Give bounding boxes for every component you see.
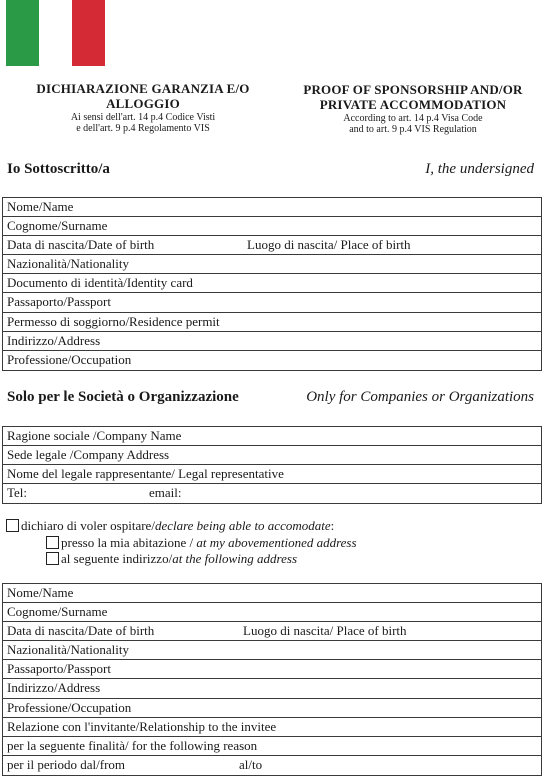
accommodate-checkbox[interactable] xyxy=(6,519,19,532)
sponsor-address-field[interactable]: Indirizzo/Address xyxy=(3,332,541,351)
my-address-label-en: at my abovementioned address xyxy=(196,535,357,550)
company-name-field[interactable]: Ragione sociale /Company Name xyxy=(3,427,541,446)
header-english xyxy=(283,83,543,136)
section-undersigned-label-it: Io Sottoscritto/a xyxy=(7,161,110,177)
sponsor-dob-label: Data di nascita/Date of birth xyxy=(7,237,155,253)
section-companies-label-en: Only for Companies or Organizations xyxy=(306,389,534,405)
my-address-checkbox[interactable] xyxy=(46,536,59,549)
accommodate-label-colon: : xyxy=(330,518,335,533)
guest-period-to-label: al/to xyxy=(239,756,263,772)
section-undersigned xyxy=(7,161,540,181)
flag-green-stripe xyxy=(6,0,39,66)
guest-occupation-field[interactable]: Professione/Occupation xyxy=(3,699,541,718)
header-en-title-2: PRIVATE ACCOMMODATION xyxy=(319,96,507,112)
company-email-label: email: xyxy=(149,485,182,501)
guest-reason-field[interactable]: per la seguente finalità/ for the following reason xyxy=(3,737,541,756)
guest-address-field[interactable]: Indirizzo/Address xyxy=(3,679,541,698)
header-en-title-1: PROOF OF SPONSORSHIP AND/OR xyxy=(303,82,523,97)
header-italian xyxy=(8,82,278,135)
sponsor-dob-row[interactable] xyxy=(3,236,541,255)
sponsor-occupation-field[interactable]: Professione/Occupation xyxy=(7,351,132,367)
guest-passport-field[interactable]: Passaporto/Passport xyxy=(3,660,541,679)
sponsor-nationality-field[interactable]: Nazionalità/Nationality xyxy=(3,255,541,274)
header-it-sub-2: e dell'art. 9 p.4 Regolamento VIS xyxy=(76,123,210,135)
sponsor-passport-field[interactable]: Passaporto/Passport xyxy=(3,293,541,312)
guest-period-from-label: per il periodo dal/from xyxy=(7,756,126,772)
accommodate-label-en: declare being able to accomodate xyxy=(154,518,331,533)
guest-dob-label: Data di nascita/Date of birth xyxy=(7,623,155,639)
header-en-sub-2: and to art. 9 p.4 VIS Regulation xyxy=(349,124,477,136)
guest-nationality-field[interactable]: Nazionalità/Nationality xyxy=(3,641,541,660)
header-it-title-1: DICHIARAZIONE GARANZIA E/O xyxy=(36,81,250,96)
accommodate-label-it: dichiaro di voler ospitare/ xyxy=(21,518,155,533)
following-address-label-it: al seguente indirizzo/ xyxy=(61,551,173,566)
following-address-checkbox[interactable] xyxy=(46,552,59,565)
guest-table xyxy=(2,583,542,776)
following-address-option xyxy=(46,551,297,567)
section-companies-label-it: Solo per le Società o Organizzazione xyxy=(7,389,239,405)
guest-relationship-field[interactable]: Relazione con l'invitante/Relationship to the invitee xyxy=(3,718,541,737)
sponsor-surname-field[interactable]: Cognome/Surname xyxy=(3,217,541,236)
header-en-sub-1: According to art. 14 p.4 Visa Code xyxy=(343,112,483,124)
header-it-sub-1: Ai sensi dell'art. 14 p.4 Codice Visti xyxy=(70,111,216,123)
my-address-label-it: presso la mia abitazione / xyxy=(61,535,197,550)
sponsor-name-field[interactable]: Nome/Name xyxy=(3,198,541,217)
flag-red-stripe xyxy=(72,0,105,66)
guest-dob-row[interactable] xyxy=(3,622,541,641)
my-address-option xyxy=(46,535,357,551)
section-undersigned-label-en: I, the undersigned xyxy=(425,161,534,177)
guest-period-row[interactable] xyxy=(3,756,541,775)
sponsor-id-document-field[interactable]: Documento di identità/Identity card xyxy=(3,274,541,293)
company-contact-row[interactable] xyxy=(3,484,541,503)
italian-flag xyxy=(6,0,105,66)
company-table xyxy=(2,426,542,504)
following-address-label-en: at the following address xyxy=(172,551,298,566)
sponsor-residence-permit-field[interactable]: Permesso di soggiorno/Residence permit xyxy=(3,313,541,332)
company-address-field[interactable]: Sede legale /Company Address xyxy=(3,446,541,465)
company-tel-label: Tel: xyxy=(7,485,28,501)
company-representative-field[interactable]: Nome del legale rappresentante/ Legal representative xyxy=(3,465,541,484)
guest-surname-field[interactable]: Cognome/Surname xyxy=(3,603,541,622)
flag-white-stripe xyxy=(39,0,72,66)
header-it-title-2: ALLOGGIO xyxy=(106,95,180,111)
sponsor-table xyxy=(2,197,542,371)
sponsor-pob-label: Luogo di nascita/ Place of birth xyxy=(247,237,411,253)
accommodation-checkbox-row xyxy=(6,518,334,534)
guest-pob-label: Luogo di nascita/ Place of birth xyxy=(243,623,407,639)
guest-name-field[interactable]: Nome/Name xyxy=(3,584,541,603)
section-companies xyxy=(7,389,540,409)
